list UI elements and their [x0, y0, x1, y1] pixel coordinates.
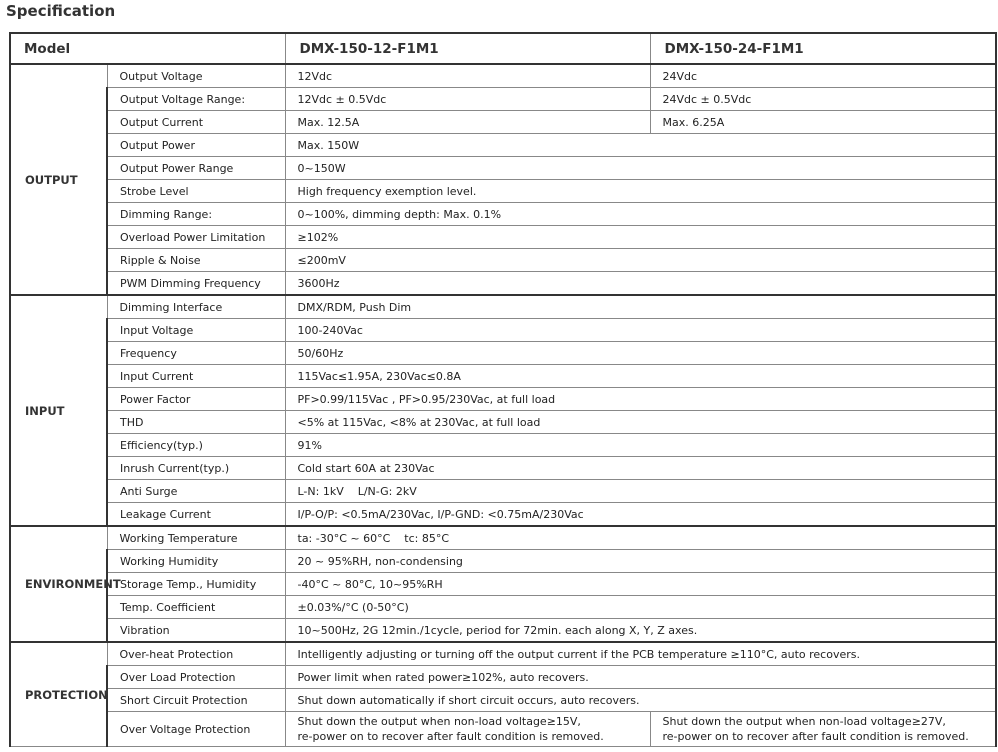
row-label: Dimming Interface: [107, 295, 285, 319]
row-label: Ripple & Noise: [107, 249, 285, 272]
row-label: Working Temperature: [107, 526, 285, 550]
row-value: L-N: 1kV L/N-G: 2kV: [285, 480, 996, 503]
row-value: ta: -30°C ~ 60°C tc: 85°C: [285, 526, 996, 550]
row-value-b-line2: re-power on to recover after fault condition is removed.: [662, 730, 969, 743]
row-value: ≤200mV: [285, 249, 996, 272]
row-label: Dimming Range:: [107, 203, 285, 226]
row-value: 10~500Hz, 2G 12min./1cycle, period for 72min. each along X, Y, Z axes.: [285, 619, 996, 643]
row-value-a-line1: Shut down the output when non-load voltage≥15V,: [297, 715, 581, 728]
table-row: [10, 596, 996, 619]
row-value-a: 12Vdc: [285, 64, 650, 88]
row-label: Anti Surge: [107, 480, 285, 503]
row-value: Shut down automatically if short circuit occurs, auto recovers.: [285, 689, 996, 712]
table-row: [10, 295, 996, 319]
row-value: Cold start 60A at 230Vac: [285, 457, 996, 480]
row-value: 100-240Vac: [285, 319, 996, 342]
table-row: [10, 88, 996, 111]
row-value: 115Vac≤1.95A, 230Vac≤0.8A: [285, 365, 996, 388]
row-label: Output Voltage: [107, 64, 285, 88]
row-value-b: Max. 6.25A: [650, 111, 996, 134]
row-label: PWM Dimming Frequency: [107, 272, 285, 296]
specification-table: [9, 32, 997, 747]
table-row: [10, 64, 996, 88]
row-value: 0~150W: [285, 157, 996, 180]
table-row: [10, 666, 996, 689]
page-title: Specification: [6, 2, 116, 20]
row-label: Temp. Coefficient: [107, 596, 285, 619]
row-value: I/P-O/P: <0.5mA/230Vac, I/P-GND: <0.75mA/230Vac: [285, 503, 996, 527]
row-value-b: [650, 712, 996, 747]
table-row: [10, 365, 996, 388]
row-value: 20 ~ 95%RH, non-condensing: [285, 550, 996, 573]
row-label: Storage Temp., Humidity: [107, 573, 285, 596]
row-value: High frequency exemption level.: [285, 180, 996, 203]
row-value: 0~100%, dimming depth: Max. 0.1%: [285, 203, 996, 226]
row-value: 3600Hz: [285, 272, 996, 296]
row-label: Strobe Level: [107, 180, 285, 203]
table-row: [10, 480, 996, 503]
table-row: [10, 573, 996, 596]
row-label: Frequency: [107, 342, 285, 365]
row-value-a: 12Vdc ± 0.5Vdc: [285, 88, 650, 111]
table-row: [10, 157, 996, 180]
table-row: [10, 550, 996, 573]
table-row: [10, 180, 996, 203]
row-value-a: [285, 712, 650, 747]
table-row: [10, 203, 996, 226]
row-value: <5% at 115Vac, <8% at 230Vac, at full load: [285, 411, 996, 434]
table-row: [10, 434, 996, 457]
section-protection: PROTECTION: [10, 642, 107, 747]
table-row: [10, 249, 996, 272]
row-value: DMX/RDM, Push Dim: [285, 295, 996, 319]
table-row: [10, 503, 996, 527]
row-label: Over-heat Protection: [107, 642, 285, 666]
table-row: [10, 134, 996, 157]
row-value-b: 24Vdc: [650, 64, 996, 88]
row-label: Short Circuit Protection: [107, 689, 285, 712]
row-value-b-line1: Shut down the output when non-load voltage≥27V,: [662, 715, 946, 728]
row-value-a-line2: re-power on to recover after fault condition is removed.: [297, 730, 604, 743]
row-value-b: 24Vdc ± 0.5Vdc: [650, 88, 996, 111]
model-label: Model: [10, 33, 285, 64]
table-row: [10, 111, 996, 134]
row-value: ≥102%: [285, 226, 996, 249]
section-input: INPUT: [10, 295, 107, 526]
row-label: Output Power Range: [107, 157, 285, 180]
section-environment: ENVIRONMENT: [10, 526, 107, 642]
table-row: [10, 342, 996, 365]
row-value: Max. 150W: [285, 134, 996, 157]
row-value-a: Max. 12.5A: [285, 111, 650, 134]
table-row: [10, 619, 996, 643]
row-value: ±0.03%/°C (0-50°C): [285, 596, 996, 619]
row-label: Over Load Protection: [107, 666, 285, 689]
row-label: Output Power: [107, 134, 285, 157]
row-label: Inrush Current(typ.): [107, 457, 285, 480]
row-label: Output Current: [107, 111, 285, 134]
row-label: Leakage Current: [107, 503, 285, 527]
row-label: Working Humidity: [107, 550, 285, 573]
row-label: Efficiency(typ.): [107, 434, 285, 457]
table-row: [10, 526, 996, 550]
row-value: Power limit when rated power≥102%, auto recovers.: [285, 666, 996, 689]
row-value: -40°C ~ 80°C, 10~95%RH: [285, 573, 996, 596]
table-row: [10, 226, 996, 249]
row-label: Overload Power Limitation: [107, 226, 285, 249]
table-row: [10, 689, 996, 712]
table-row: [10, 457, 996, 480]
table-row: [10, 411, 996, 434]
row-label: Power Factor: [107, 388, 285, 411]
row-label: Over Voltage Protection: [107, 712, 285, 747]
model-b: DMX-150-24-F1M1: [650, 33, 996, 64]
row-value: PF>0.99/115Vac , PF>0.95/230Vac, at full load: [285, 388, 996, 411]
row-value: 91%: [285, 434, 996, 457]
table-row: [10, 272, 996, 296]
header-row: [10, 33, 996, 64]
section-output: OUTPUT: [10, 64, 107, 295]
table-row: [10, 388, 996, 411]
table-row: [10, 642, 996, 666]
row-label: Input Voltage: [107, 319, 285, 342]
table-row: [10, 712, 996, 747]
row-label: Input Current: [107, 365, 285, 388]
model-a: DMX-150-12-F1M1: [285, 33, 650, 64]
row-label: Output Voltage Range:: [107, 88, 285, 111]
table-row: [10, 319, 996, 342]
row-value: Intelligently adjusting or turning off the output current if the PCB temperature ≥110°C, auto recovers.: [285, 642, 996, 666]
row-value: 50/60Hz: [285, 342, 996, 365]
row-label: THD: [107, 411, 285, 434]
row-label: Vibration: [107, 619, 285, 643]
